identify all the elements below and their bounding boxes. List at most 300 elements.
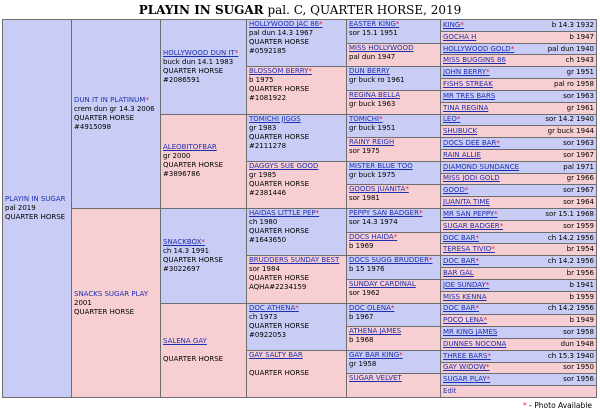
horse-detail: dun 1948: [560, 339, 594, 348]
horse-name[interactable]: [443, 127, 477, 136]
horse-name-text[interactable]: HOLLYWOOD JAC 86: [249, 20, 320, 28]
pedigree-cell-john-berry[interactable]: [441, 67, 597, 79]
pedigree-cell-salena-gay[interactable]: [161, 303, 247, 398]
horse-detail: #3896786: [163, 170, 201, 179]
horse-detail: QUARTER HORSE: [163, 255, 224, 264]
horse-name[interactable]: [443, 210, 498, 219]
horse-name[interactable]: [163, 143, 244, 152]
pedigree-cell-king[interactable]: [441, 20, 597, 32]
horse-name[interactable]: [249, 209, 344, 218]
horse-name[interactable]: [349, 185, 438, 194]
horse-detail: sor 1981: [349, 194, 380, 203]
horse-name[interactable]: [349, 138, 438, 147]
pedigree-cell-gay-widow[interactable]: [441, 362, 597, 374]
horse-detail: QUARTER HORSE: [249, 227, 310, 235]
horse-detail: gr buck 1963: [349, 99, 396, 108]
horse-name-text[interactable]: DUNNES NOCONA: [443, 339, 507, 348]
horse-name[interactable]: [443, 92, 495, 101]
horse-name[interactable]: [443, 21, 464, 30]
horse-detail: gr buck ro 1961: [349, 76, 405, 85]
horse-name-text[interactable]: REGINA BELLA: [349, 90, 400, 99]
horse-detail: ch 1973: [249, 312, 278, 321]
horse-name-text[interactable]: JOHN BERRY: [443, 68, 487, 77]
edit-cell[interactable]: [441, 386, 597, 398]
horse-name[interactable]: [443, 363, 489, 372]
horse-name[interactable]: [443, 115, 460, 124]
horse-detail: sor 1950: [563, 363, 594, 372]
horse-name-text[interactable]: DAGGYS SUE GOOD: [249, 161, 319, 170]
photo-star-icon: *: [475, 257, 479, 266]
pedigree-cell-miss-jodi-gold[interactable]: [441, 173, 597, 185]
pedigree-cell-dun-it-in-platinum[interactable]: [72, 20, 161, 209]
horse-name-text[interactable]: BAR GAL: [443, 268, 474, 277]
horse-detail: gr buck 1975: [349, 170, 396, 179]
horse-name-text[interactable]: MISS HOLLYWOOD: [349, 43, 414, 52]
horse-detail: b 1968: [349, 336, 374, 345]
horse-name[interactable]: [349, 304, 438, 313]
horse-detail: #0922053: [249, 330, 287, 339]
horse-detail: [249, 360, 344, 369]
horse-name-text[interactable]: MISS JODI GOLD: [443, 174, 500, 183]
horse-name-text[interactable]: DUN IT IN PLATINUM: [74, 96, 146, 104]
photo-star-icon: *: [295, 303, 299, 312]
photo-star-icon: *: [460, 20, 464, 29]
horse-detail: [163, 346, 244, 355]
pedigree-cell-blossom-berry[interactable]: [247, 67, 347, 114]
horse-name-text[interactable]: DOCS DEE BAR: [443, 139, 497, 148]
pedigree-cell-athena-james[interactable]: [347, 327, 441, 351]
horse-detail: sor 1963: [563, 91, 594, 100]
pedigree-cell-rainy-reigh[interactable]: [347, 138, 441, 162]
horse-name-text[interactable]: RAINY REIGH: [349, 138, 395, 147]
horse-name-text[interactable]: HOLLYWOOD DUN IT: [163, 48, 235, 57]
horse-name[interactable]: [443, 151, 481, 160]
pedigree-cell-leo[interactable]: [441, 114, 597, 126]
horse-detail: gr 2000: [163, 152, 191, 161]
pedigree-cell-three-bars[interactable]: [441, 350, 597, 362]
pedigree-cell-peppy-san-badger[interactable]: [347, 209, 441, 233]
horse-name-text[interactable]: DOCS HAIDA: [349, 232, 394, 241]
horse-name[interactable]: [249, 162, 344, 171]
horse-detail: QUARTER HORSE: [163, 354, 224, 363]
horse-name-text[interactable]: MISTER BLUE TOO: [349, 161, 413, 170]
photo-star-icon: *: [418, 209, 423, 217]
pedigree-cell-teresa-tivio[interactable]: [441, 244, 597, 256]
photo-star-icon: *: [483, 316, 488, 325]
horse-name-text[interactable]: DOC ATHENA: [249, 303, 296, 312]
pedigree-cell-miss-buggins-86[interactable]: [441, 55, 597, 67]
horse-name-text[interactable]: ALEOBITOFBAR: [163, 143, 217, 152]
horse-detail: br 1954: [566, 245, 594, 254]
horse-detail: ch 14.3 1991: [163, 246, 210, 255]
horse-name-text[interactable]: BRUDDERS SUNDAY BEST: [249, 256, 340, 265]
horse-name-text[interactable]: GAY BAR KING: [349, 350, 400, 359]
pedigree-cell-hollywood-dun-it[interactable]: [161, 20, 247, 115]
horse-name-text[interactable]: DOC OLENA: [349, 303, 391, 312]
horse-name[interactable]: [349, 67, 438, 76]
horse-detail: ch 1980: [249, 218, 278, 226]
horse-detail: ch 14.2 1956: [547, 304, 594, 313]
photo-star-icon: *: [234, 48, 239, 57]
horse-detail: QUARTER HORSE: [249, 368, 310, 377]
horse-detail: #1081922: [249, 94, 287, 103]
pedigree-cell-mr-king-james[interactable]: [441, 327, 597, 339]
horse-name[interactable]: [443, 139, 500, 148]
photo-star-icon: *: [379, 114, 383, 123]
horse-name-text[interactable]: LEO: [443, 115, 457, 124]
horse-detail: gr 1951: [566, 68, 594, 77]
pedigree-cell-doc-bar[interactable]: [441, 303, 597, 315]
horse-detail: sor 15.1 1951: [349, 29, 398, 37]
horse-name-text[interactable]: GOODS JUANITA: [349, 185, 406, 194]
horse-name[interactable]: [349, 162, 438, 171]
pedigree-cell-bar-gal[interactable]: [441, 268, 597, 280]
horse-detail: br 1956: [566, 268, 594, 277]
horse-detail: sor 1959: [563, 221, 594, 230]
pedigree-cell-aleobitofbar[interactable]: [161, 114, 247, 209]
horse-name[interactable]: [443, 316, 487, 325]
horse-detail: gr 1966: [566, 174, 594, 183]
horse-name[interactable]: [443, 234, 479, 243]
horse-detail: pal dun 1947: [349, 52, 396, 61]
photo-star-icon: *: [475, 304, 479, 313]
horse-detail: b 15 1976: [349, 265, 385, 274]
pedigree-cell-miss-kenna[interactable]: [441, 291, 597, 303]
horse-detail: gr 1983: [249, 123, 277, 132]
pedigree-cell-doc-bar[interactable]: [441, 232, 597, 244]
horse-detail: ch 14.2 1956: [547, 233, 594, 242]
horse-name[interactable]: [443, 56, 506, 65]
horse-name[interactable]: [443, 174, 500, 183]
photo-star-icon: *: [486, 68, 490, 77]
horse-name[interactable]: [349, 115, 438, 124]
photo-star-icon: *: [319, 20, 323, 28]
horse-detail: gr 1958: [349, 359, 377, 368]
horse-name-text[interactable]: SNACKS SUGAR PLAY: [74, 289, 149, 298]
pedigree-cell-tina-regina[interactable]: [441, 102, 597, 114]
horse-name-text[interactable]: GOOD: [443, 186, 465, 195]
horse-detail: QUARTER HORSE: [5, 213, 66, 221]
photo-available-note: * - Photo Available: [523, 401, 592, 410]
horse-detail: QUARTER HORSE: [249, 321, 310, 330]
horse-name[interactable]: [443, 375, 490, 384]
horse-name[interactable]: [249, 67, 344, 76]
pedigree-cell-brudders-sunday-best[interactable]: [247, 256, 347, 303]
horse-detail: QUARTER HORSE: [249, 38, 310, 46]
horse-name[interactable]: [443, 352, 491, 361]
horse-detail: gr buck 1944: [547, 127, 594, 136]
horse-detail: ch 14.2 1956: [547, 257, 594, 266]
horse-detail: b 1941: [569, 280, 594, 289]
horse-name-text[interactable]: KING: [443, 20, 461, 29]
horse-name[interactable]: [443, 328, 497, 337]
horse-name-text[interactable]: GOCHA H: [443, 32, 477, 41]
horse-name[interactable]: [443, 104, 488, 113]
pedigree-cell-juanita-time[interactable]: [441, 197, 597, 209]
pedigree-cell-joe-sunday[interactable]: [441, 279, 597, 291]
horse-detail: gr 1985: [249, 170, 277, 179]
pedigree-cell-miss-hollywood[interactable]: [347, 43, 441, 67]
horse-name[interactable]: [349, 327, 438, 336]
horse-detail: sor 1963: [563, 139, 594, 148]
horse-detail: ch 1943: [565, 56, 594, 65]
pedigree-cell-mister-blue-too[interactable]: [347, 161, 441, 185]
horse-name-text[interactable]: SUGAR VELVET: [349, 374, 402, 383]
horse-name[interactable]: [5, 195, 69, 204]
horse-detail: pal dun 1940: [547, 44, 594, 53]
horse-name-text[interactable]: JUANITA TIME: [443, 198, 490, 207]
horse-detail: b 1947: [569, 32, 594, 41]
horse-detail: sor 1967: [563, 186, 594, 195]
horse-detail: ch 15.3 1940: [547, 351, 594, 360]
horse-detail: #4915098: [74, 123, 112, 131]
horse-name[interactable]: [443, 163, 519, 172]
pedigree-cell-sugar-badger[interactable]: [441, 220, 597, 232]
horse-detail: #2111278: [249, 141, 287, 150]
pedigree-cell-docs-dee-bar[interactable]: [441, 138, 597, 150]
horse-name-text[interactable]: MR KING JAMES: [443, 328, 498, 337]
horse-detail: #1643650: [249, 236, 287, 244]
photo-star-icon: *: [485, 363, 490, 372]
horse-name-text[interactable]: DIAMOND SUNDANCE: [443, 162, 520, 171]
horse-detail: b 1959: [569, 292, 594, 301]
horse-name-text[interactable]: THREE BARS: [443, 351, 488, 360]
photo-star-icon: *: [145, 96, 149, 104]
horse-detail: pal 1971: [563, 162, 594, 171]
horse-detail: gr buck 1951: [349, 123, 396, 132]
horse-name[interactable]: [349, 280, 438, 289]
horse-name[interactable]: [349, 374, 438, 383]
horse-name-text[interactable]: DOC BAR: [443, 233, 476, 242]
horse-detail: sor 1964: [563, 198, 594, 207]
horse-name-text[interactable]: POCO LENA: [443, 316, 484, 325]
horse-name[interactable]: [163, 238, 244, 247]
photo-star-icon: *: [201, 237, 205, 246]
horse-detail: sor 1975: [349, 147, 380, 156]
pedigree-cell-sugar-velvet[interactable]: [347, 374, 441, 398]
pedigree-cell-docs-haida[interactable]: [347, 232, 441, 256]
pedigree-cell-docs-sugg-brudder[interactable]: [347, 256, 441, 280]
horse-detail: #2381446: [249, 188, 287, 197]
horse-name-text[interactable]: MR SAN PEPPY: [443, 209, 495, 218]
photo-star-icon: *: [496, 139, 500, 148]
photo-star-icon: *: [456, 115, 461, 124]
pedigree-cell-daggys-sue-good[interactable]: [247, 161, 347, 208]
horse-name-text[interactable]: EASTER KING: [349, 20, 396, 28]
horse-name-text[interactable]: MISS KENNA: [443, 292, 487, 301]
horse-detail: crem dun gr 14.3 2006: [74, 105, 155, 113]
edit-link[interactable]: Edit: [443, 387, 457, 396]
horse-name[interactable]: [349, 209, 438, 218]
horse-name[interactable]: [349, 91, 438, 100]
page-title: PLAYIN IN SUGAR pal. C, QUARTER HORSE, 2019: [138, 3, 462, 17]
photo-star-icon: *: [308, 67, 312, 76]
photo-star-icon: *: [510, 44, 515, 53]
pedigree-cell-easter-king[interactable]: [347, 20, 441, 44]
pedigree-cell-snackbox[interactable]: [161, 209, 247, 304]
horse-name[interactable]: [443, 281, 489, 290]
pedigree-cell-poco-lena[interactable]: [441, 315, 597, 327]
horse-name-text[interactable]: SNACKBOX: [163, 237, 202, 246]
horse-name[interactable]: [249, 256, 344, 265]
photo-star-icon: *: [428, 256, 433, 265]
horse-detail: QUARTER HORSE: [163, 161, 224, 170]
horse-detail: b 14.3 1932: [551, 20, 594, 29]
horse-name[interactable]: [443, 340, 506, 349]
pedigree-cell-tomichi-jiggs[interactable]: [247, 114, 347, 161]
horse-name-text[interactable]: SHUBUCK: [443, 127, 478, 136]
horse-name[interactable]: [443, 45, 514, 54]
horse-name[interactable]: [349, 233, 438, 242]
photo-star-icon: *: [405, 185, 409, 194]
horse-detail: QUARTER HORSE: [163, 66, 224, 75]
horse-name[interactable]: [249, 351, 344, 360]
horse-detail: sor 1958: [563, 328, 594, 337]
horse-name[interactable]: [443, 293, 487, 302]
horse-name-text[interactable]: HAIDAS LITTLE PEP: [249, 209, 316, 217]
photo-star-icon: *: [395, 20, 400, 28]
pedigree-cell-rain-allie[interactable]: [441, 149, 597, 161]
horse-name[interactable]: [349, 351, 438, 360]
photo-star-icon: *: [494, 209, 498, 218]
horse-name[interactable]: [249, 115, 344, 124]
horse-name-text[interactable]: MISS BUGGINS 86: [443, 56, 506, 65]
horse-name-text[interactable]: GAY SALTY BAR: [249, 350, 303, 359]
horse-name-text[interactable]: SALENA GAY: [163, 336, 207, 345]
photo-star-icon: *: [491, 245, 495, 254]
horse-name-text[interactable]: FISHS STREAK: [443, 79, 493, 88]
horse-detail: pal 2019: [5, 204, 36, 212]
horse-detail: buck dun 14.1 1983: [163, 57, 234, 66]
horse-name[interactable]: [349, 20, 438, 29]
horse-detail: gr 1961: [566, 103, 594, 112]
horse-detail: QUARTER HORSE: [249, 179, 310, 188]
photo-star-icon: *: [464, 186, 469, 195]
horse-name-text[interactable]: TOMICHI: [349, 114, 380, 123]
horse-name-text[interactable]: RAIN ALLIE: [443, 150, 481, 159]
horse-detail: QUARTER HORSE: [74, 114, 135, 122]
horse-detail: 2001: [74, 298, 92, 307]
horse-name-text[interactable]: BLOSSOM BERRY: [249, 67, 309, 76]
horse-name-text[interactable]: TERESA TIVIO: [443, 245, 492, 254]
horse-name[interactable]: [249, 20, 344, 29]
horse-name[interactable]: [74, 96, 158, 105]
horse-detail: sor 14.3 1974: [349, 218, 398, 226]
horse-detail: b 1975: [249, 76, 274, 85]
horse-name[interactable]: [443, 33, 476, 42]
horse-detail: pal ro 1958: [554, 79, 594, 88]
horse-detail: b 1969: [349, 241, 374, 250]
pedigree-cell-hollywood-gold[interactable]: [441, 43, 597, 55]
horse-detail: sor 1956: [563, 375, 594, 384]
horse-detail: b 1949: [569, 316, 594, 325]
pedigree-cell-dunnes-nocona[interactable]: [441, 338, 597, 350]
horse-name-text[interactable]: DOCS SUGG BRUDDER: [349, 256, 429, 265]
photo-star-icon: *: [486, 375, 491, 384]
pedigree-cell-doc-olena[interactable]: [347, 303, 441, 327]
horse-name[interactable]: [443, 304, 479, 313]
photo-star-icon: *: [393, 232, 398, 241]
pedigree-cell-snacks-sugar-play[interactable]: [72, 209, 161, 398]
horse-detail: AQHA#2234159: [249, 283, 307, 292]
horse-name[interactable]: [443, 186, 468, 195]
horse-detail: QUARTER HORSE: [249, 132, 310, 141]
horse-detail: pal dun 14.3 1967: [249, 29, 314, 37]
horse-name-text[interactable]: ATHENA JAMES: [349, 327, 402, 336]
horse-name-text[interactable]: SUGAR PLAY: [443, 375, 487, 384]
pedigree-cell-gocha-h[interactable]: [441, 31, 597, 43]
horse-name[interactable]: [163, 49, 244, 58]
pedigree-cell-doc-bar[interactable]: [441, 256, 597, 268]
horse-name[interactable]: [443, 245, 495, 254]
horse-detail: QUARTER HORSE: [74, 307, 135, 316]
horse-name-text[interactable]: GAY WIDOW: [443, 363, 486, 372]
horse-name[interactable]: [74, 290, 158, 299]
pedigree-cell-mr-tres-bars[interactable]: [441, 90, 597, 102]
horse-name-text[interactable]: MR TRES BARS: [443, 91, 496, 100]
horse-detail: sor 1984: [249, 265, 280, 274]
pedigree-cell-diamond-sundance[interactable]: [441, 161, 597, 173]
horse-name[interactable]: [163, 337, 244, 346]
horse-detail: sor 15.1 1968: [545, 209, 594, 218]
pedigree-cell-playin-in-sugar[interactable]: [3, 20, 72, 398]
horse-name[interactable]: [443, 257, 479, 266]
pedigree-cell-doc-athena[interactable]: [247, 303, 347, 350]
horse-name[interactable]: [349, 256, 438, 265]
photo-star-icon: *: [487, 351, 491, 360]
horse-name-text[interactable]: SUNDAY CARDINAL: [349, 279, 416, 288]
pedigree-cell-sugar-play[interactable]: [441, 374, 597, 386]
horse-name-text[interactable]: DUN BERRY: [349, 67, 390, 76]
pedigree-cell-gay-bar-king[interactable]: [347, 350, 441, 374]
horse-name-text[interactable]: PEPPY SAN BADGER: [349, 209, 419, 217]
horse-name-text[interactable]: DOC BAR: [443, 257, 476, 266]
pedigree-cell-shubuck[interactable]: [441, 126, 597, 138]
pedigree-cell-good[interactable]: [441, 185, 597, 197]
horse-name[interactable]: [443, 198, 490, 207]
horse-name-text[interactable]: DOC BAR: [443, 304, 476, 313]
pedigree-cell-goods-juanita[interactable]: [347, 185, 441, 209]
horse-name[interactable]: [349, 44, 438, 53]
horse-name-text[interactable]: JOE SUNDAY: [443, 280, 486, 289]
pedigree-cell-gay-salty-bar[interactable]: [247, 350, 347, 397]
pedigree-cell-haidas-little-pep[interactable]: [247, 209, 347, 256]
horse-name-text[interactable]: TOMICHI JIGGS: [249, 114, 301, 123]
horse-name[interactable]: [443, 80, 493, 89]
horse-name-text[interactable]: SUGAR BADGER: [443, 221, 500, 230]
pedigree-cell-tomichi[interactable]: [347, 114, 441, 138]
pedigree-cell-hollywood-jac-86[interactable]: [247, 20, 347, 67]
horse-name[interactable]: [249, 304, 344, 313]
horse-detail: b 1967: [349, 312, 374, 321]
horse-name-text[interactable]: PLAYIN IN SUGAR: [5, 195, 66, 203]
pedigree-cell-fishs-streak[interactable]: [441, 79, 597, 91]
pedigree-cell-mr-san-peppy[interactable]: [441, 209, 597, 221]
horse-name-text[interactable]: HOLLYWOOD GOLD: [443, 44, 511, 53]
horse-name[interactable]: [443, 68, 490, 77]
horse-detail: #0592185: [249, 47, 287, 55]
pedigree-cell-sunday-cardinal[interactable]: [347, 279, 441, 303]
pedigree-cell-regina-bella[interactable]: [347, 90, 441, 114]
horse-name[interactable]: [443, 222, 503, 231]
horse-detail: QUARTER HORSE: [249, 85, 310, 94]
horse-name[interactable]: [443, 269, 474, 278]
photo-star-icon: *: [499, 221, 504, 230]
pedigree-cell-dun-berry[interactable]: [347, 67, 441, 91]
horse-detail: QUARTER HORSE: [249, 274, 310, 283]
horse-detail: #3022697: [163, 264, 201, 273]
horse-name-text[interactable]: TINA REGINA: [443, 103, 489, 112]
